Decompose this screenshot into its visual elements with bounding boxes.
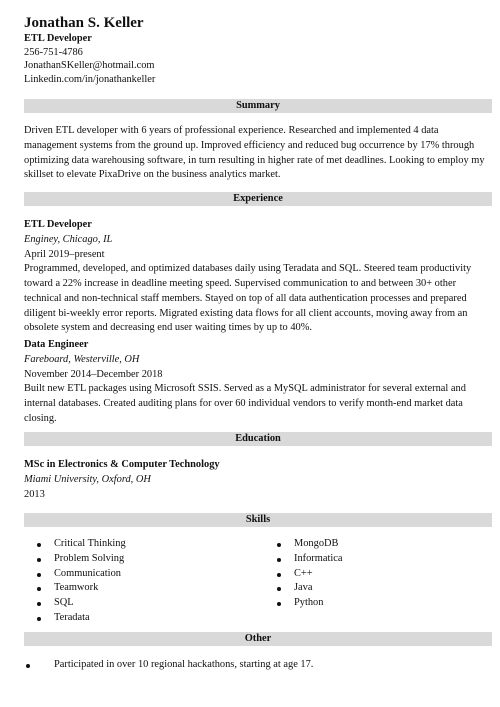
skill-item: Problem Solving <box>24 552 224 567</box>
skills-column-left <box>24 537 224 626</box>
skill-item: Python <box>264 596 464 611</box>
skills-column-right <box>264 537 464 611</box>
skill-item: Java <box>264 581 464 596</box>
job-company: Enginey, Chicago, IL <box>24 233 113 245</box>
job-title: ETL Developer <box>24 219 92 230</box>
graduation-year: 2013 <box>24 488 45 500</box>
experience-heading: Experience <box>24 192 492 206</box>
skill-item: Communication <box>24 567 224 582</box>
candidate-name: Jonathan S. Keller <box>24 15 144 31</box>
email-address: JonathanSKeller@hotmail.com <box>24 60 155 72</box>
summary-text: Driven ETL developer with 6 years of professional experience. Researched and implemented 4 data management systems from the ground up. Improved efficiency and reduced bug occurrence by 17% through optimizing data warehousing software, in turn resulting in higher rate of met deadlines. Looking to employ my skillset to elevate PixaDrive on the business analytics market. <box>24 125 485 181</box>
candidate-title: ETL Developer <box>24 33 92 44</box>
resume-header <box>24 14 155 86</box>
job-dates: April 2019–present <box>24 248 105 260</box>
skill-item: MongoDB <box>264 537 464 552</box>
skill-item: Informatica <box>264 552 464 567</box>
skill-item: C++ <box>264 567 464 582</box>
education-entry <box>24 458 490 502</box>
job-title: Data Engineer <box>24 339 89 350</box>
skill-item: Critical Thinking <box>24 537 224 552</box>
other-item: Participated in over 10 regional hackathons, starting at age 17. <box>24 658 490 673</box>
skill-item: Teamwork <box>24 581 224 596</box>
job-company: Fareboard, Westerville, OH <box>24 353 140 365</box>
summary-heading: Summary <box>24 99 492 113</box>
degree-name: MSc in Electronics & Computer Technology <box>24 459 220 470</box>
education-heading: Education <box>24 432 492 446</box>
school-name: Miami University, Oxford, OH <box>24 473 151 485</box>
linkedin-url: Linkedin.com/in/jonathankeller <box>24 73 156 85</box>
job-entry <box>24 218 490 336</box>
phone-number: 256-751-4786 <box>24 46 83 58</box>
job-description: Built new ETL packages using Microsoft SSIS. Served as a MySQL administrator for several external and internal databases. Created auditing plans for over 60 individual vendors to verify month-end market data closing. <box>24 383 466 424</box>
skills-heading: Skills <box>24 513 492 527</box>
skill-item: Teradata <box>24 611 224 626</box>
job-dates: November 2014–December 2018 <box>24 368 163 380</box>
job-entry <box>24 338 490 427</box>
other-heading: Other <box>24 632 492 646</box>
job-description: Programmed, developed, and optimized databases daily using Teradata and SQL. Steered team productivity toward a 22% increase in deadline meeting speed. Supervised communication to and between 30+ other technical and non-technical staff members. Stayed on top of all data authentication processes and prepared diligent bi-weekly error reports. Migrated existing data flows for all client accounts, moving away from an obsolete system and decreasing end user waiting times by up to 40%. <box>24 263 472 334</box>
skill-item: SQL <box>24 596 224 611</box>
